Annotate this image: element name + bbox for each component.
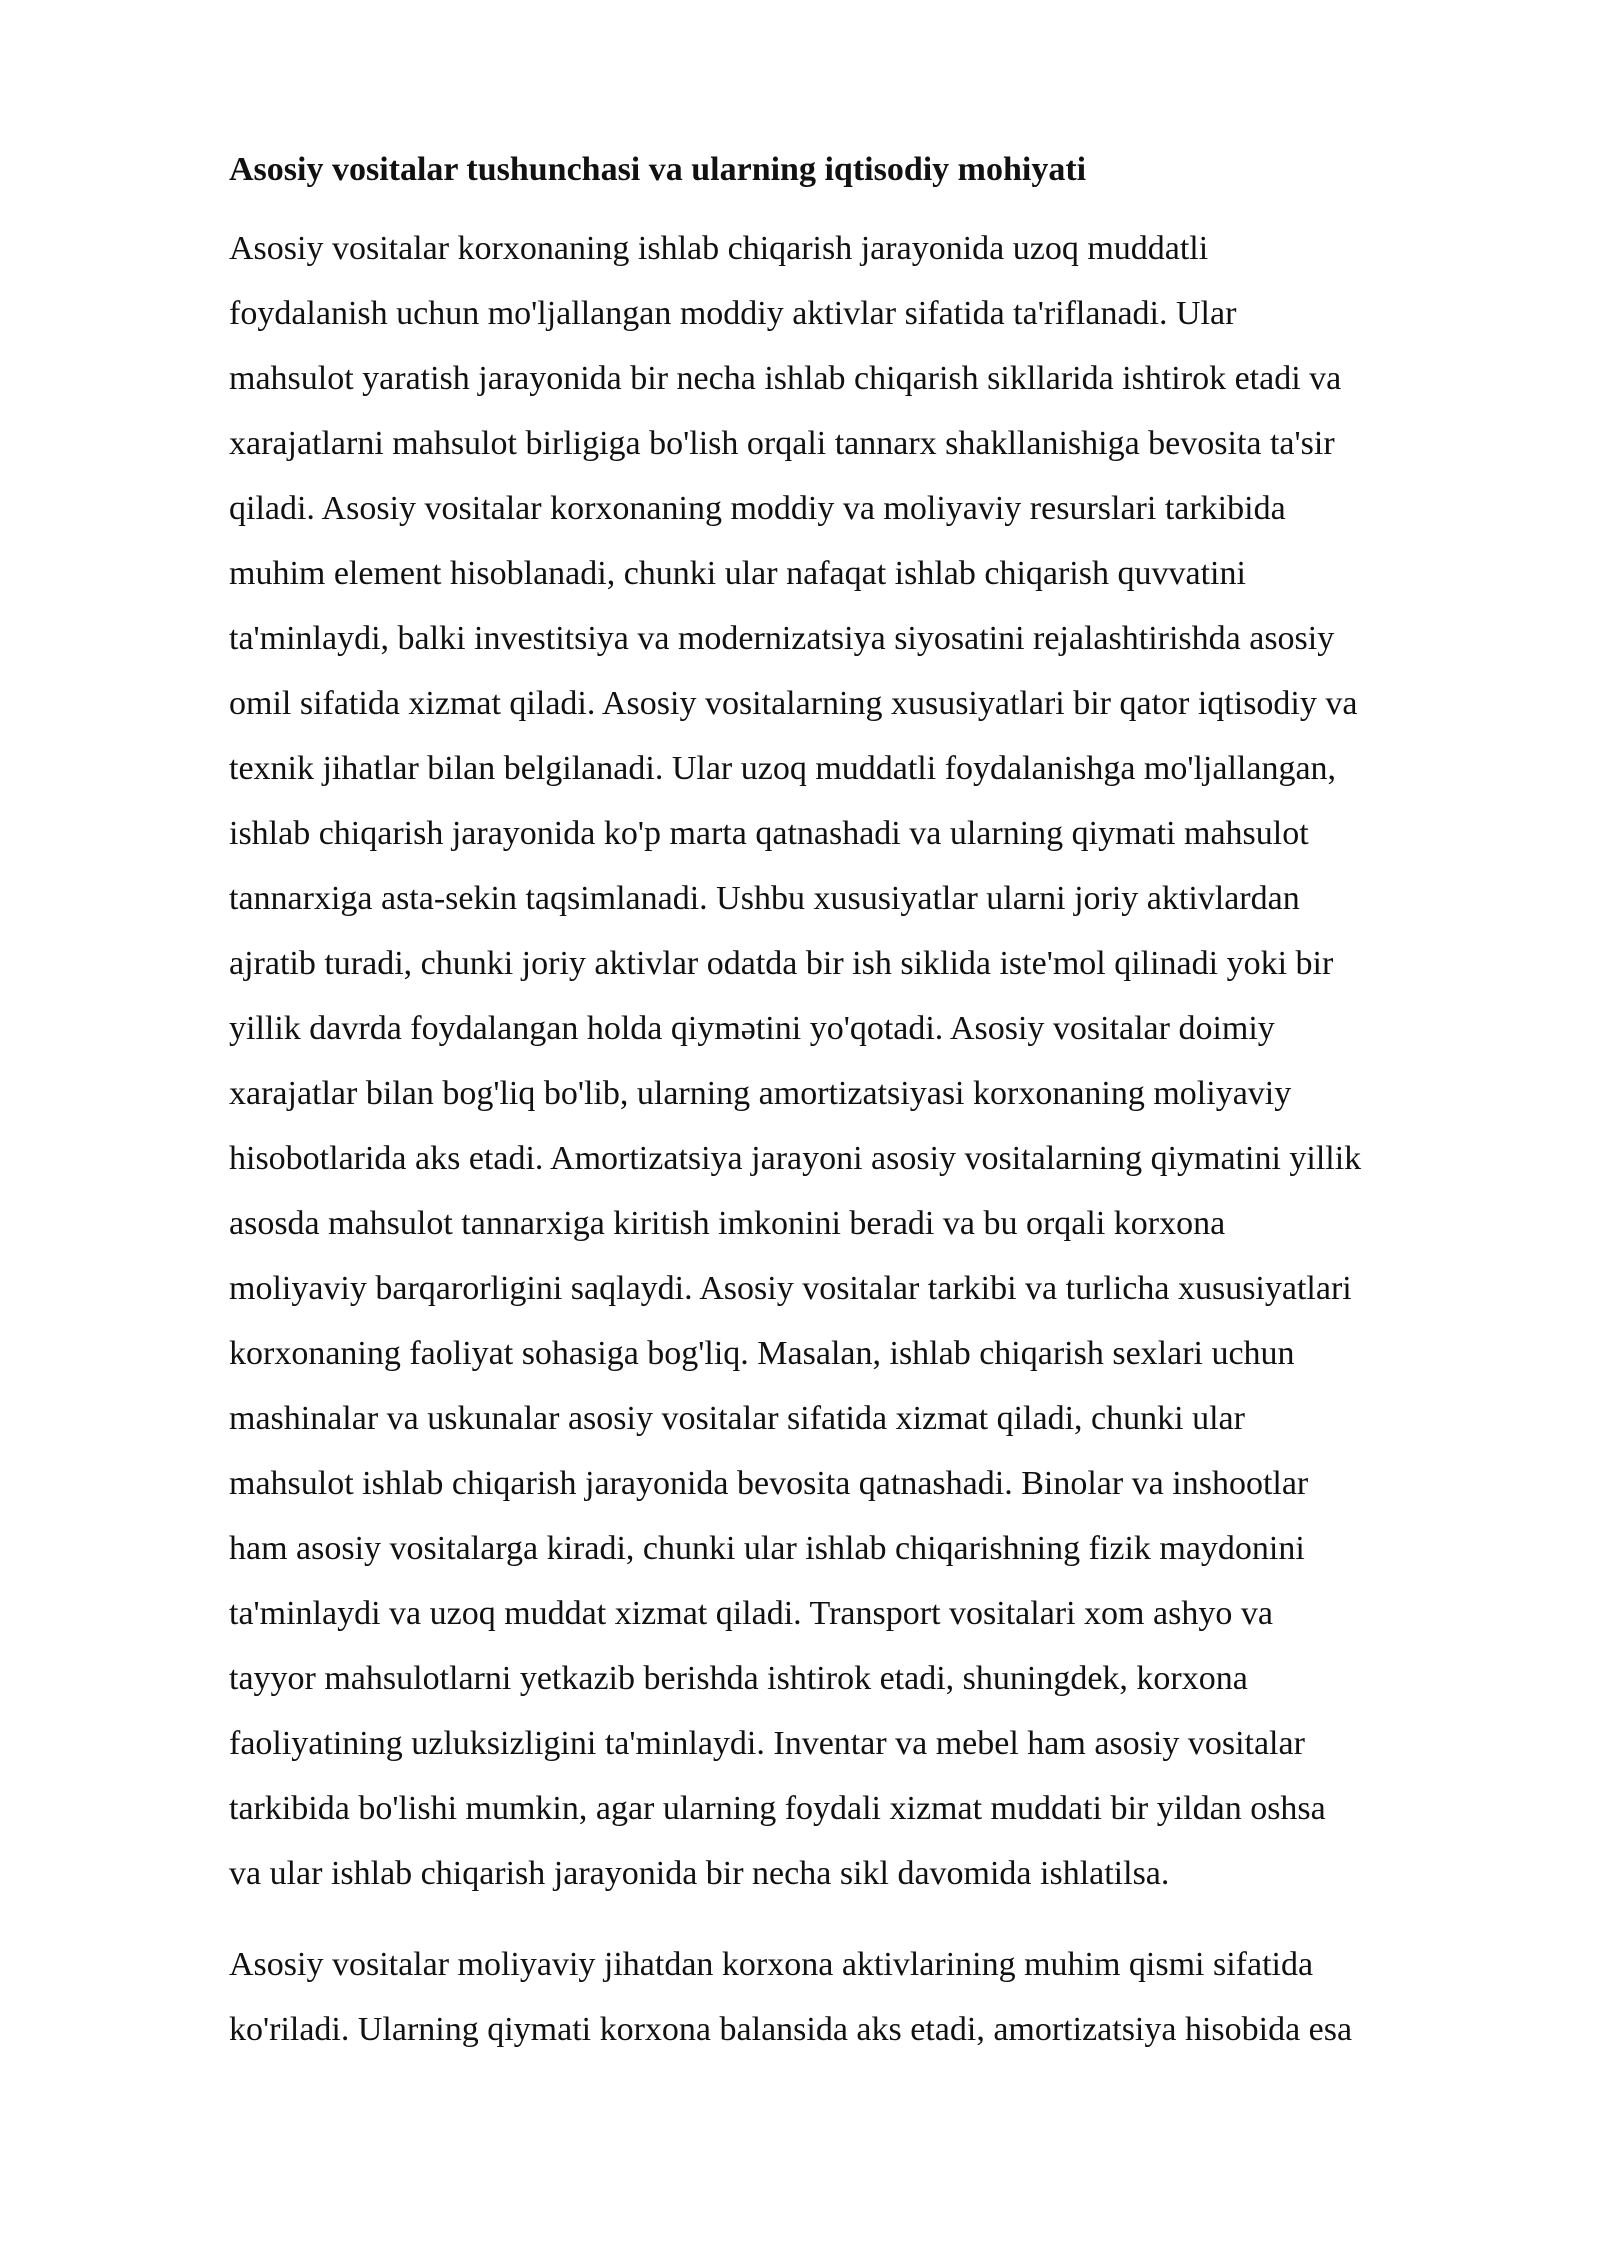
document-title: Asosiy vositalar tushunchasi va ularning iqtisodiy mohiyati [229, 151, 1087, 188]
paragraph-line: tarkibida bo'lishi mumkin, agar ularning foydali xizmat muddati bir yildan oshsa [229, 1790, 1326, 1827]
paragraph-line: korxonaning faoliyat sohasiga bog'liq. Masalan, ishlab chiqarish sexlari uchun [229, 1335, 1295, 1372]
paragraph-line: ko'riladi. Ularning qiymati korxona balansida aks etadi, amortizatsiya hisobida esa [229, 2011, 1353, 2048]
paragraph-line: yillik davrda foydalangan holda qiymətini yo'qotadi. Asosiy vositalar doimiy [229, 1010, 1275, 1047]
paragraph-line: hisobotlarida aks etadi. Amortizatsiya jarayoni asosiy vositalarning qiymatini yillik [229, 1140, 1362, 1177]
paragraph-line: muhim element hisoblanadi, chunki ular nafaqat ishlab chiqarish quvvatini [229, 555, 1246, 592]
paragraph-line: ta'minlaydi, balki investitsiya va modernizatsiya siyosatini rejalashtirishda asosiy [229, 620, 1335, 657]
paragraph-line: foydalanish uchun mo'ljallangan moddiy aktivlar sifatida ta'riflanadi. Ular [229, 295, 1237, 332]
paragraph-line: xarajatlar bilan bog'liq bo'lib, ularning amortizatsiyasi korxonaning moliyaviy [229, 1075, 1292, 1112]
paragraph-line: tannarxiga asta-sekin taqsimlanadi. Ushbu xususiyatlar ularni joriy aktivlardan [229, 880, 1300, 917]
paragraph-line: moliyaviy barqarorligini saqlaydi. Asosiy vositalar tarkibi va turlicha xususiyatlari [229, 1270, 1352, 1307]
paragraph-line: xarajatlarni mahsulot birligiga bo'lish orqali tannarx shakllanishiga bevosita ta'sir [229, 425, 1335, 462]
paragraph-line: omil sifatida xizmat qiladi. Asosiy vositalarning xususiyatlari bir qator iqtisodiy va [229, 685, 1358, 722]
paragraph-line: faoliyatining uzluksizligini ta'minlaydi. Inventar va mebel ham asosiy vositalar [229, 1725, 1305, 1762]
paragraph-line: mahsulot yaratish jarayonida bir necha ishlab chiqarish sikllarida ishtirok etadi va [229, 360, 1342, 397]
paragraph-line: mashinalar va uskunalar asosiy vositalar sifatida xizmat qiladi, chunki ular [229, 1400, 1245, 1437]
paragraph [229, 216, 1499, 1906]
paragraph-line: ham asosiy vositalarga kiradi, chunki ular ishlab chiqarishning fizik maydonini [229, 1530, 1305, 1567]
paragraph-line: qiladi. Asosiy vositalar korxonaning moddiy va moliyaviy resurslari tarkibida [229, 490, 1286, 527]
paragraph-line: Asosiy vositalar moliyaviy jihatdan korxona aktivlarining muhim qismi sifatida [229, 1946, 1314, 1983]
document-body [229, 216, 1499, 2062]
paragraph-line: mahsulot ishlab chiqarish jarayonida bevosita qatnashadi. Binolar va inshootlar [229, 1465, 1309, 1502]
paragraph-line: ishlab chiqarish jarayonida ko'p marta qatnashadi va ularning qiymati mahsulot [229, 815, 1309, 852]
paragraph-line: tayyor mahsulotlarni yetkazib berishda ishtirok etadi, shuningdek, korxona [229, 1660, 1248, 1697]
paragraph [229, 1932, 1499, 2062]
paragraph-line: asosda mahsulot tannarxiga kiritish imkonini beradi va bu orqali korxona [229, 1205, 1226, 1242]
paragraph-line: ajratib turadi, chunki joriy aktivlar odatda bir ish siklida iste'mol qilinadi yoki bir [229, 945, 1334, 982]
paragraph-line: va ular ishlab chiqarish jarayonida bir necha sikl davomida ishlatilsa. [229, 1855, 1170, 1892]
paragraph-line: texnik jihatlar bilan belgilanadi. Ular uzoq muddatli foydalanishga mo'ljallangan, [229, 750, 1337, 787]
paragraph-line: ta'minlaydi va uzoq muddat xizmat qiladi. Transport vositalari xom ashyo va [229, 1595, 1273, 1632]
paragraph-line: Asosiy vositalar korxonaning ishlab chiqarish jarayonida uzoq muddatli [229, 230, 1209, 267]
document-content [229, 148, 1499, 2088]
